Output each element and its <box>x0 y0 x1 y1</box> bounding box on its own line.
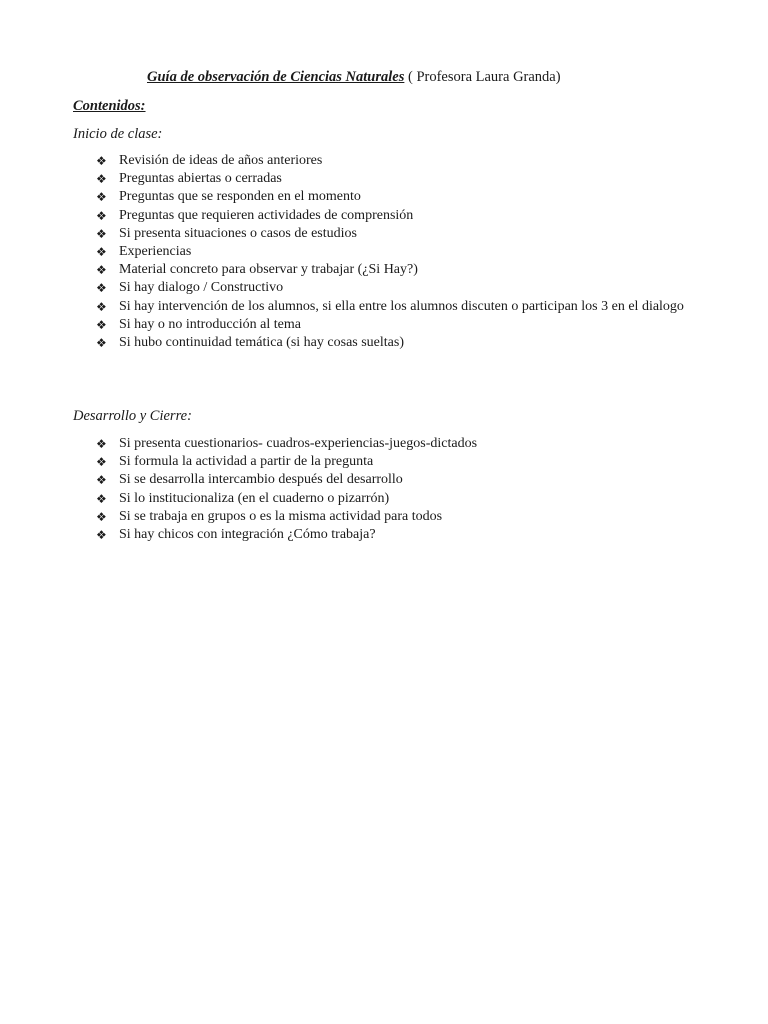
list-item <box>0 316 768 334</box>
four-diamond-bullet-icon: ❖ <box>96 491 107 506</box>
list-item-text: Si hay chicos con integración ¿Cómo trabaja? <box>119 527 376 543</box>
document-title-main: Guía de observación de Ciencias Naturales <box>147 69 405 85</box>
list-item-text: Revisión de ideas de años anteriores <box>119 153 323 168</box>
list-item-text: Material concreto para observar y trabajar (¿Si Hay?) <box>119 262 418 278</box>
list-item <box>0 207 768 225</box>
four-diamond-bullet-icon: ❖ <box>96 299 107 314</box>
four-diamond-bullet-icon: ❖ <box>96 528 107 543</box>
four-diamond-bullet-icon: ❖ <box>96 172 107 187</box>
four-diamond-bullet-icon: ❖ <box>96 455 107 470</box>
four-diamond-bullet-icon: ❖ <box>96 437 107 451</box>
four-diamond-bullet-icon: ❖ <box>96 154 107 168</box>
list-item <box>0 334 768 352</box>
list-item-text: Si se trabaja en grupos o es la misma actividad para todos <box>119 508 443 524</box>
list-item-text: Si lo institucionaliza (en el cuaderno o pizarrón) <box>119 490 390 506</box>
list-item-text: Si presenta cuestionarios- cuadros-experiencias-juegos-dictados <box>119 436 478 451</box>
list-item <box>0 279 768 297</box>
four-diamond-bullet-icon: ❖ <box>96 208 107 223</box>
list-item-text: Preguntas que requieren actividades de comprensión <box>119 207 414 223</box>
list-item <box>0 435 768 453</box>
four-diamond-bullet-icon: ❖ <box>96 317 107 332</box>
four-diamond-bullet-icon: ❖ <box>96 263 107 278</box>
list-item-text: Si hay dialogo / Constructivo <box>119 280 284 296</box>
list-item-text: Si hubo continuidad temática (si hay cosas sueltas) <box>119 335 404 351</box>
list-item <box>0 152 768 170</box>
list-item <box>0 188 768 206</box>
list-item-text: Si formula la actividad a partir de la pregunta <box>119 454 374 470</box>
list-item <box>0 526 768 544</box>
list-item-text: Preguntas que se responden en el momento <box>119 189 361 205</box>
list-item-text: Experiencias <box>119 244 192 260</box>
section-heading-inicio: Inicio de clase: <box>73 126 163 142</box>
list-item <box>0 471 768 489</box>
list-item-text: Si hay intervención de los alumnos, si ella entre los alumnos discuten o participan los 3 en el dialogo <box>119 298 684 314</box>
list-item <box>0 298 768 316</box>
section-heading-desarrollo: Desarrollo y Cierre: <box>73 408 192 424</box>
four-diamond-bullet-icon: ❖ <box>96 190 107 205</box>
list-item-text: Preguntas abiertas o cerradas <box>119 171 282 187</box>
list-item <box>0 170 768 188</box>
list-item <box>0 453 768 471</box>
document-title <box>147 68 561 86</box>
list-item-text: Si se desarrolla intercambio después del desarrollo <box>119 472 403 488</box>
bullet-list-inicio <box>0 152 768 352</box>
contents-heading: Contenidos: <box>73 98 146 114</box>
four-diamond-bullet-icon: ❖ <box>96 281 107 296</box>
list-item-text: Si presenta situaciones o casos de estudios <box>119 225 357 241</box>
four-diamond-bullet-icon: ❖ <box>96 473 107 488</box>
four-diamond-bullet-icon: ❖ <box>96 509 107 524</box>
document-title-author: ( Profesora Laura Granda) <box>404 69 561 85</box>
four-diamond-bullet-icon: ❖ <box>96 245 107 260</box>
bullet-list-desarrollo <box>0 435 768 544</box>
four-diamond-bullet-icon: ❖ <box>96 226 107 241</box>
list-item-text: Si hay o no introducción al tema <box>119 316 301 332</box>
list-item <box>0 243 768 261</box>
list-item <box>0 261 768 279</box>
list-item <box>0 508 768 526</box>
list-item <box>0 490 768 508</box>
list-item <box>0 225 768 243</box>
four-diamond-bullet-icon: ❖ <box>96 336 107 351</box>
